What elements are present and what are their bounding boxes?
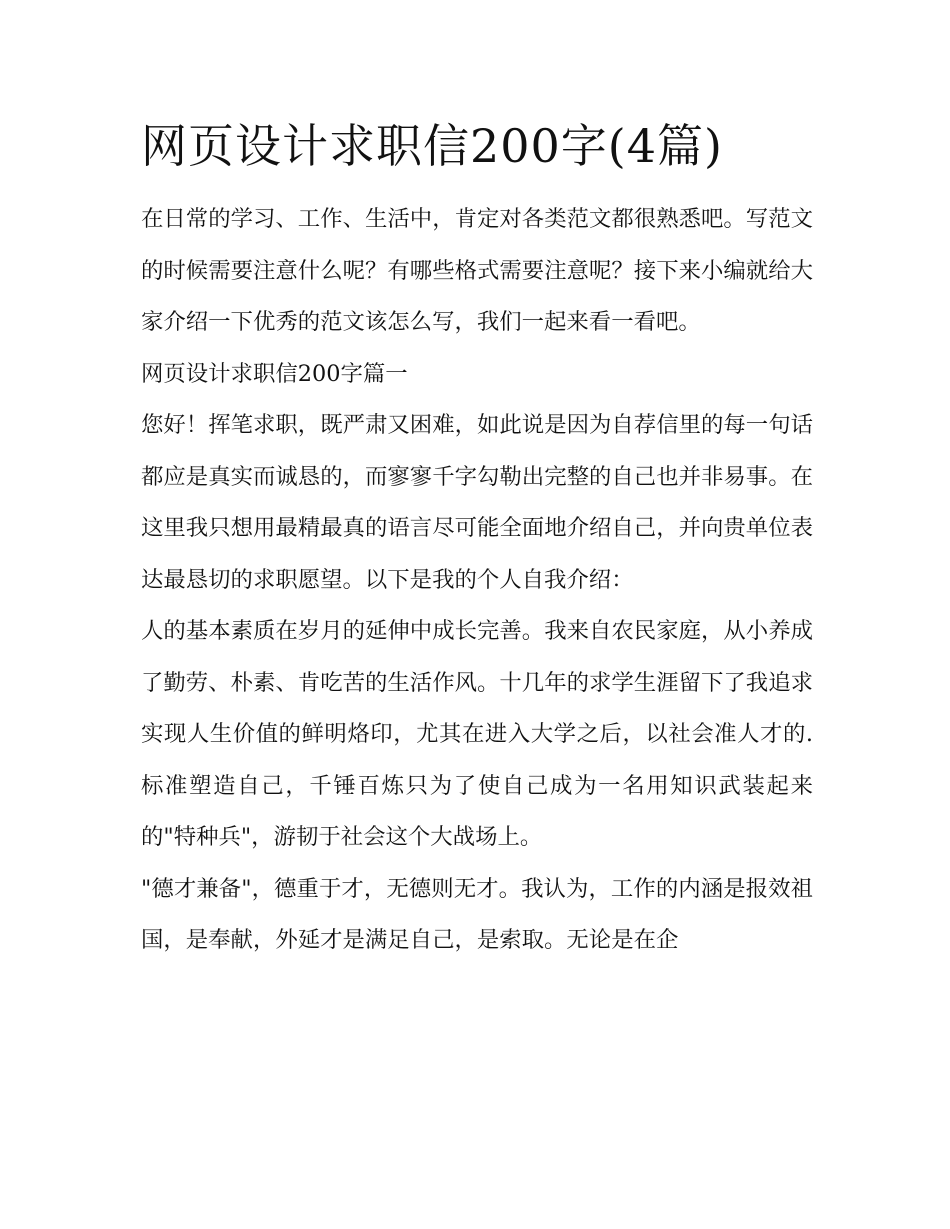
body-paragraph: "德才兼备"，德重于才，无德则无才。我认为，工作的内涵是报效祖国，是奉献，外延才是满足自己，是索取。无论是在企 (141, 875, 813, 953)
intro-paragraph: 在日常的学习、工作、生活中，肯定对各类范文都很熟悉吧。写范文的时候需要注意什么呢？有哪些格式需要注意呢？接下来小编就给大家介绍一下优秀的范文该怎么写，我们一起来看一看吧。 (141, 206, 813, 335)
document-title: 网页设计求职信200字(4篇) (141, 119, 723, 173)
body-paragraph: 人的基本素质在岁月的延伸中成长完善。我来自农民家庭，从小养成了勤劳、朴素、肯吃苦的生活作风。十几年的求学生涯留下了我追求实现人生价值的鲜明烙印，尤其在进入大学之后，以社会准人才的.标准塑造自己，千锤百炼只为了使自己成为一名用知识武装起来的"特种兵"，游韧于社会这个大战场上。 (141, 618, 813, 850)
body-paragraph: 您好！挥笔求职，既严肃又困难，如此说是因为自荐信里的每一句话都应是真实而诚恳的，而寥寥千字勾勒出完整的自己也并非易事。在这里我只想用最精最真的语言尽可能全面地介绍自己，并向贵单位表达最恳切的求职愿望。以下是我的个人自我介绍： (141, 412, 813, 593)
section-heading: 网页设计求职信200字篇一 (141, 360, 408, 387)
document-body (141, 194, 813, 967)
document-content (141, 114, 813, 967)
